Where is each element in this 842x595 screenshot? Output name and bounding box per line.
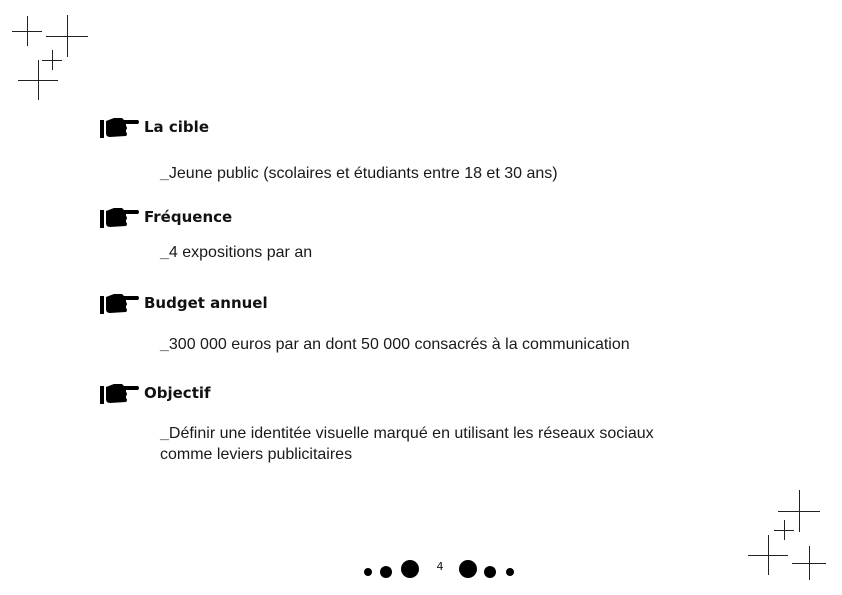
underscore-marker: _ bbox=[160, 425, 169, 442]
section-header-budget bbox=[100, 290, 268, 316]
pointing-hand-icon bbox=[100, 291, 140, 315]
section-body bbox=[160, 334, 760, 355]
dot-icon bbox=[364, 568, 372, 576]
section-header-frequency bbox=[100, 204, 232, 230]
pointing-hand-icon bbox=[100, 115, 140, 139]
dot-icon bbox=[401, 560, 419, 578]
page-number: 4 bbox=[436, 560, 444, 573]
section-title: Budget annuel bbox=[144, 294, 268, 312]
dot-icon bbox=[506, 568, 514, 576]
dot-icon bbox=[484, 566, 496, 578]
dot-icon bbox=[459, 560, 477, 578]
section-text-line: comme leviers publicitaires bbox=[160, 446, 353, 463]
section-title: Objectif bbox=[144, 384, 211, 402]
section-text-line: _Définir une identitée visuelle marqué en utilisant les réseaux sociaux bbox=[160, 425, 654, 442]
pointing-hand-icon bbox=[100, 381, 140, 405]
section-text: 4 expositions par an bbox=[168, 244, 313, 261]
section-body bbox=[160, 242, 760, 263]
section-body bbox=[160, 423, 760, 465]
section-text: Jeune public (scolaires et étudiants entre 18 et 30 ans) bbox=[168, 165, 558, 182]
section-body bbox=[160, 163, 760, 184]
section-title: Fréquence bbox=[144, 208, 233, 226]
underscore-marker: _ bbox=[160, 244, 169, 261]
section-header-objective bbox=[100, 380, 211, 406]
underscore-marker: _ bbox=[160, 165, 169, 182]
section-header-target bbox=[100, 114, 209, 140]
underscore-marker: _ bbox=[160, 336, 169, 353]
page-indicator bbox=[0, 556, 842, 582]
section-title: La cible bbox=[144, 118, 209, 136]
section-text: 300 000 euros par an dont 50 000 consacrés à la communication bbox=[168, 336, 630, 353]
pointing-hand-icon bbox=[100, 205, 140, 229]
corner-plus-icon bbox=[12, 16, 42, 46]
dot-icon bbox=[380, 566, 392, 578]
corner-plus-icon bbox=[18, 60, 58, 100]
